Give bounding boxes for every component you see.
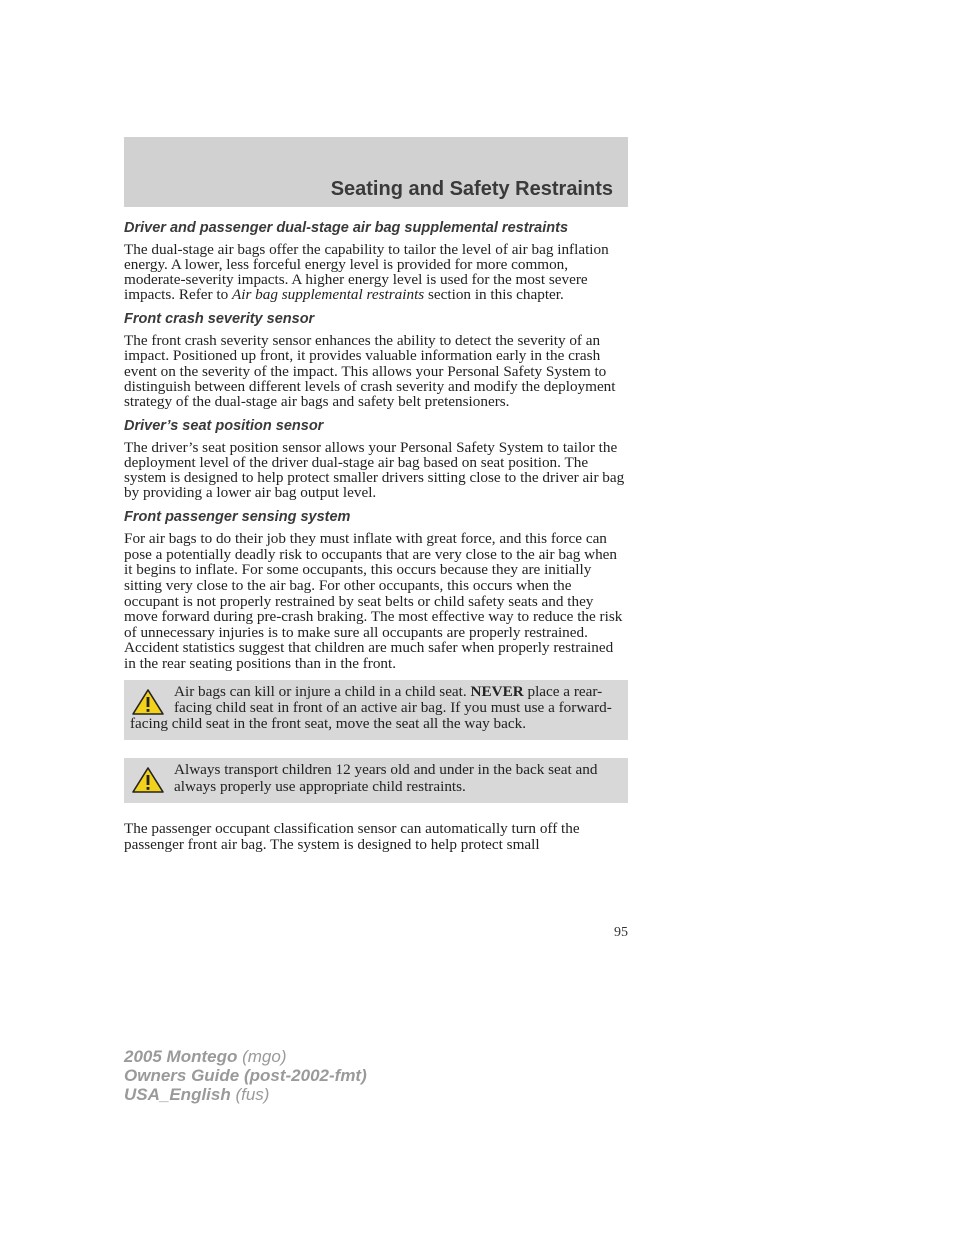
section-heading-dual-stage: Driver and passenger dual-stage air bag supplemental restraints bbox=[124, 220, 569, 236]
footer-model: 2005 Montego (mgo) bbox=[124, 1047, 287, 1066]
section-body-seat-position: The driver’s seat position sensor allows your Personal Safety System to tailor the deployment level of the driver dual-stage air bag based on seat position. The system is designed to help protect smaller drivers sitting close to the driver air bag by providing a lower air bag output level. bbox=[124, 438, 625, 502]
cross-reference: Air bag supplemental restraints bbox=[231, 286, 425, 304]
footer-language: USA_English (fus) bbox=[124, 1085, 270, 1104]
section-header-band bbox=[124, 137, 628, 207]
section-body-passenger-sensing: For air bags to do their job they must inflate with great force, and this force can pose a potentially deadly risk to occupants that are very close to the air bag when it begins to inflate. For some occupants, this occurs because they are initially sitting very close to the air bag. For other occupants, this occurs when the occupant is not properly restrained by seat belts or child safety seats and they move forward during pre-crash braking. The most effective way to reduce the risk of unnecessary injuries is to make sure all occupants are properly restrained. Accident statistics suggest that children are much safer when properly restrained in the rear seating positions than in the front. bbox=[124, 530, 623, 672]
warning-triangle-icon bbox=[131, 766, 165, 794]
closing-paragraph: The passenger occupant classification sensor can automatically turn off the passenger front air bag. The system is designed to help protect small bbox=[124, 820, 580, 853]
page-title: Seating and Safety Restraints bbox=[330, 178, 613, 200]
section-heading-passenger-sensing: Front passenger sensing system bbox=[124, 509, 351, 526]
page-number: 95 bbox=[614, 925, 628, 940]
warning-emphasis: NEVER bbox=[470, 682, 524, 700]
warning-box-child-seat: Air bags can kill or injure a child in a child seat. NEVER place a rear-facing child seat in front of an active air bag. If you must use a forward-facing child seat in the front seat, move the seat all the way back. bbox=[124, 680, 628, 741]
section-heading-seat-position: Driver’s seat position sensor bbox=[124, 417, 324, 434]
footer-guide: Owners Guide (post-2002-fmt) bbox=[124, 1066, 367, 1085]
section-body-crash-sensor: The front crash severity sensor enhances the ability to detect the severity of an impact. Positioned up front, it provides valuable information early in the crash event on the severity of the impact. This allows your Personal Safety System to distinguish between different levels of crash severity and modify the deployment strategy of the dual-stage air bags and safety belt pretensioners. bbox=[124, 332, 616, 410]
warning-box-children-back-seat: Always transport children 12 years old and under in the back seat and always properly use appropriate child restraints. bbox=[124, 758, 628, 803]
section-heading-crash-sensor: Front crash severity sensor bbox=[124, 311, 315, 328]
section-body-dual-stage: The dual-stage air bags offer the capability to tailor the level of air bag inflation energy. A lower, less forceful energy level is provided for more common, moderate-severity impacts. A higher energy level is used for the most severe impacts. Refer to Air bag supplemental restraints section in this chapter. bbox=[124, 241, 609, 304]
main-content bbox=[124, 219, 628, 860]
warning-triangle-icon bbox=[131, 688, 165, 716]
